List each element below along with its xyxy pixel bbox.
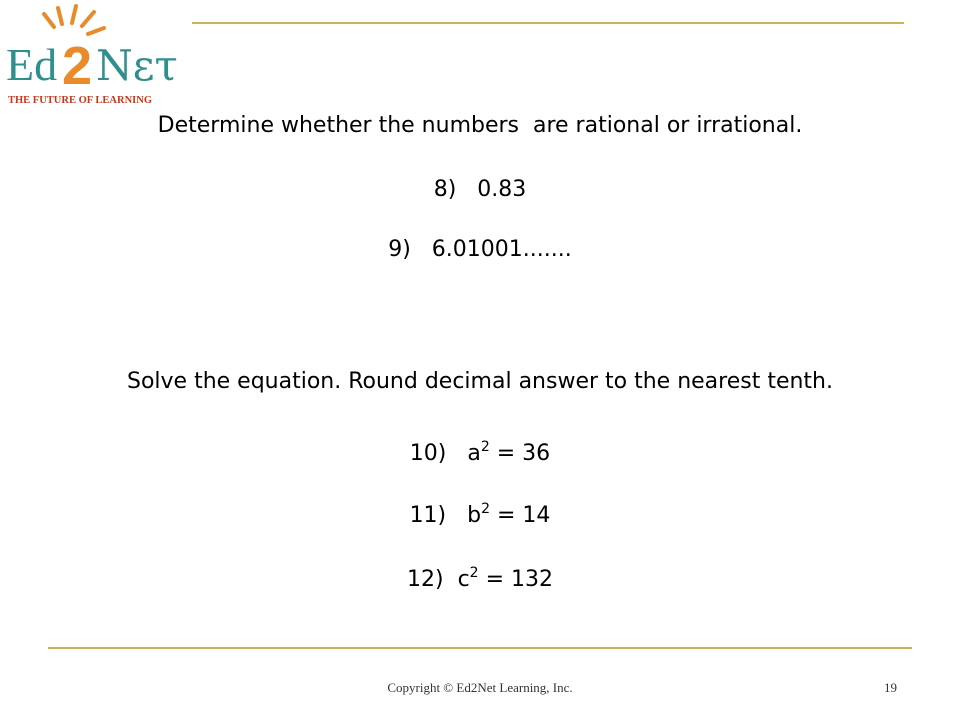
problem-11-exponent: 2 <box>481 501 491 517</box>
ed2net-logo <box>0 0 190 110</box>
logo-tagline: THE FUTURE OF LEARNING <box>8 95 153 106</box>
section2-instruction: Solve the equation. Round decimal answer to the nearest tenth. <box>127 369 833 394</box>
logo-graphic <box>0 0 190 110</box>
problem-11-variable: b <box>467 503 482 528</box>
problem-11-rest: = 14 <box>490 503 551 528</box>
problem-10-variable: a <box>467 441 481 466</box>
problem-11 <box>0 502 960 530</box>
problem-12-number: 12) <box>406 567 458 592</box>
problem-12-exponent: 2 <box>469 565 479 581</box>
problem-10-exponent: 2 <box>480 439 490 455</box>
problem-12-variable: c <box>457 567 470 592</box>
problem-10-rest: = 36 <box>489 441 551 466</box>
problem-9: 9) 6.01001....... <box>388 237 572 262</box>
problem-12 <box>0 566 960 594</box>
sun-rays-icon <box>44 6 104 34</box>
problem-12-rest: = 132 <box>478 567 554 592</box>
top-divider <box>192 22 904 24</box>
bottom-divider <box>48 647 912 649</box>
problem-11-number: 11) <box>409 503 468 528</box>
logo-brand-suffix: Nετ <box>96 41 178 90</box>
problem-8: 8) 0.83 <box>433 177 527 202</box>
section1-instruction: Determine whether the numbers are rational or irrational. <box>157 113 803 138</box>
problem-10 <box>0 440 960 468</box>
logo-brand-digit: 2 <box>62 36 93 96</box>
problem-10-number: 10) <box>409 441 468 466</box>
footer-copyright: Copyright © Ed2Net Learning, Inc. <box>387 680 573 695</box>
page-number: 19 <box>884 680 897 695</box>
logo-brand-prefix: Ed <box>6 39 58 90</box>
